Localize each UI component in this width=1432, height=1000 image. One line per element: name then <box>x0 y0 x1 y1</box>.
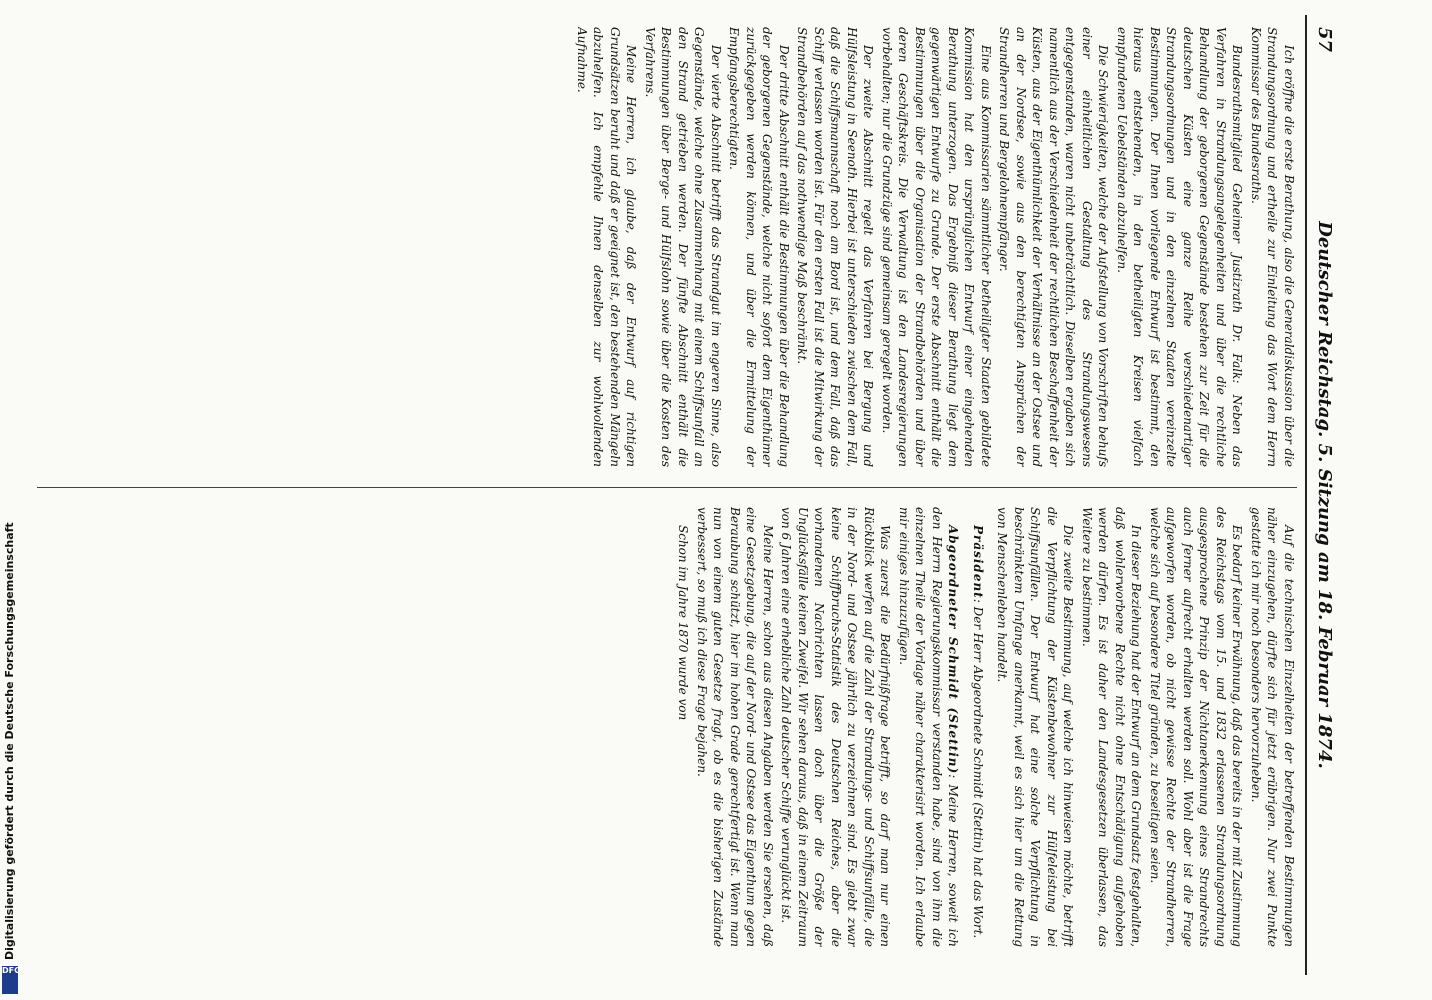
page-number: 57 <box>1314 27 1335 53</box>
paragraph: Die zweite Bestimmung, auf welche ich hinweisen möchte, betrifft die Verpflichtung der Küstenbewohner zur Hülfeleistung bei Schiffsunfällen. Der Entwurf hat eine solche Verpflichtung in beschränktem Umfange anerkannt, weil es sich hier um die Rettung von Menschenleben handelt. <box>995 507 1076 947</box>
left-text-column <box>27 27 1297 467</box>
page-header <box>1305 15 1337 975</box>
dfg-logo-icon: DFG <box>2 966 18 994</box>
paragraph: Der vierte Abschnitt betrifft das Strandgut im engeren Sinne, also Gegenstände, welche ohne Zusammenhang mit einem Schiffsunfall an den Strand getrieben werden. Der fünfte Abschnitt enthält die Bestimmungen über Berge- und Hülfslohn sowie über die Kosten des Verfahrens. <box>643 27 723 467</box>
digitization-note: Digitalisierung gefördert durch die Deutsche Forschungsgemeinschaft <box>3 522 16 960</box>
paragraph: Es bedarf keiner Erwähnung, daß das bereits in der mit Zustimmung des Reichstags vom 15. und 1832 erlassenen Strandungsordnung ausgesprochene Prinzip der Nichtanerkennung eines Strandrechts auch ferner aufrecht erhalten werden soll. Wohl aber ist die Frage aufgeworfen worden, ob nicht gewisse Rechte der Strandherren, welche sich auf besondere Titel gründen, zu beseitigen seien. <box>1148 507 1245 947</box>
speaker-name: Präsident <box>971 525 985 599</box>
speaker-name: Abgeordneter Schmidt (Stettin) <box>946 525 961 775</box>
paragraph: Meine Herren, schon aus diesen Angaben werden Sie ersehen, daß eine Gesetzgebung, die auf der Nord- und Ostsee das Eigenthum gegen Beraubung schützt, hier im hohen Grade gerechtfertigt ist. Wenn man nun von einem guten Gesetze fragt, ob es die bisherigen Zustände verbessert, so muß ich diese Frage bejahen. <box>695 507 775 947</box>
paragraph: Der zweite Abschnitt regelt das Verfahren bei Bergung und Hülfsleistung in Seenoth. Hierbei ist unterschieden zwischen dem Fall, daß die Schiffsmannschaft noch am Bord ist, und dem Fall, daß das Schiff verlassen worden ist. Für den ersten Fall ist die Mitwirkung der Strandbehörden auf das nothwendige Maß beschränkt. <box>795 27 876 467</box>
paragraph: Die Schwierigkeiten, welche der Aufstellung von Vorschriften behufs einer einheitlichen Gestaltung des Strandungswesens entgegenstanden, waren nicht unbeträchtlich. Dieselben ergaben sich namentlich aus der Verschiedenheit der rechtlichen Beschaffenheit der Küsten, aus der Eigenthümlichkeit der Verhältnisse an der Ostsee und an der Nordsee, sowie aus den berechtigten Ansprüchen der Strandherren und Bergelohnempfänger. <box>997 27 1111 467</box>
right-text-column <box>27 507 1297 947</box>
paragraph: Schon im Jahre 1870 wurde von <box>676 525 691 721</box>
speaker-paragraph: Abgeordneter Schmidt (Stettin): Meine Herren, soweit ich den Herrn Regierungskommissar verstanden habe, sind von ihm die einzelnen Theile der Vorlage näher charakterisirt worden. Ich erlaube mir einiges hinzuzufügen. <box>897 507 961 947</box>
digitization-credit <box>0 522 22 1000</box>
column-divider <box>37 487 1297 488</box>
paragraph: Der dritte Abschnitt enthält die Bestimmungen über die Behandlung der geborgenen Gegenstände, welche nicht sofort dem Eigenthümer zurückgegeben werden können, und über die Ermittelung der Empfangsberechtigten. <box>727 27 791 467</box>
paragraph: Auf die technischen Einzelheiten der betreffenden Bestimmungen näher einzugehen, dürfte sich für jetzt erübrigen. Nur zwei Punkte gestatte ich mir noch besonders hervorzuheben. <box>1249 507 1296 947</box>
speaker-paragraph: Präsident: Der Herr Abgeordnete Schmidt (Stettin) hat das Wort. <box>971 525 985 939</box>
paragraph: Bundesrathsmitglied Geheimer Justizrath Dr. Falk: Neben das Verfahren in Strandungsangelegenheiten und über die rechtliche Behandlung der geborgenen Gegenstände bestehen zur Zeit für die deutschen Küsten eine ganze Reihe verschiedenartiger Strandungsordnungen und in den einzelnen Staaten vereinzelte Bestimmungen. Der Ihnen vorliegende Entwurf ist bestimmt, den hieraus entstehenden, in den betheiligten Kreisen vielfach empfundenen Uebelständen abzuhelfen. <box>1115 27 1245 467</box>
running-head: Deutscher Reichstag. 5. Sitzung am 18. Februar 1874. <box>1314 221 1335 769</box>
rotated-document-page <box>17 15 1337 975</box>
paragraph: Was zuerst die Bedürfnißfrage betrifft, so darf man nur einen Rückblick werfen auf die Zahl der Strandungs- und Schiffsunfälle, die in der Nord- und Ostsee jährlich zu verzeichnen sind. Es giebt zwar keine Schiffbruchs-Statistik des Deutschen Reiches, aber die vorhandenen Nachrichten lassen doch über die Größe der Unglücksfälle keinen Zweifel. Wir sehen daraus, daß in einem Zeitraum von 6 Jahren eine erhebliche Zahl deutscher Schiffe verunglückt ist. <box>779 507 893 947</box>
paragraph: Meine Herren, ich glaube, daß der Entwurf auf richtigen Grundsätzen beruht und daß er geeignet ist, den bestehenden Mängeln abzuhelfen. Ich empfehle Ihnen denselben zur wohlwollenden Aufnahme. <box>575 27 639 467</box>
paragraph: Eine aus Kommissarien sämmtlicher betheiligter Staaten gebildete Kommission hat den ursprünglichen Entwurf einer eingehenden Berathung unterzogen. Das Ergebniß dieser Berathung liegt dem gegenwärtigen Entwurfe zu Grunde. Der erste Abschnitt enthält die Bestimmungen über die Organisation der Strandbehörden und über deren Geschäftskreis. Die Verwaltung ist den Landesregierungen vorbehalten; nur die Grundzüge sind gemeinsam geregelt worden. <box>880 27 993 467</box>
paragraph: Ich eröffne die erste Berathung, also die Generaldiskussion über die Strandungsordnung und ertheile zur Einleitung das Wort dem Herrn Kommissar des Bundesraths. <box>1249 27 1296 467</box>
paragraph: In dieser Beziehung hat der Entwurf an dem Grundsatz festgehalten, daß wohlerworbene Rechte nicht ohne Entschädigung aufgehoben werden dürfen. Es ist daher den Landesgesetzen überlassen, das Weitere zu bestimmen. <box>1080 507 1144 947</box>
